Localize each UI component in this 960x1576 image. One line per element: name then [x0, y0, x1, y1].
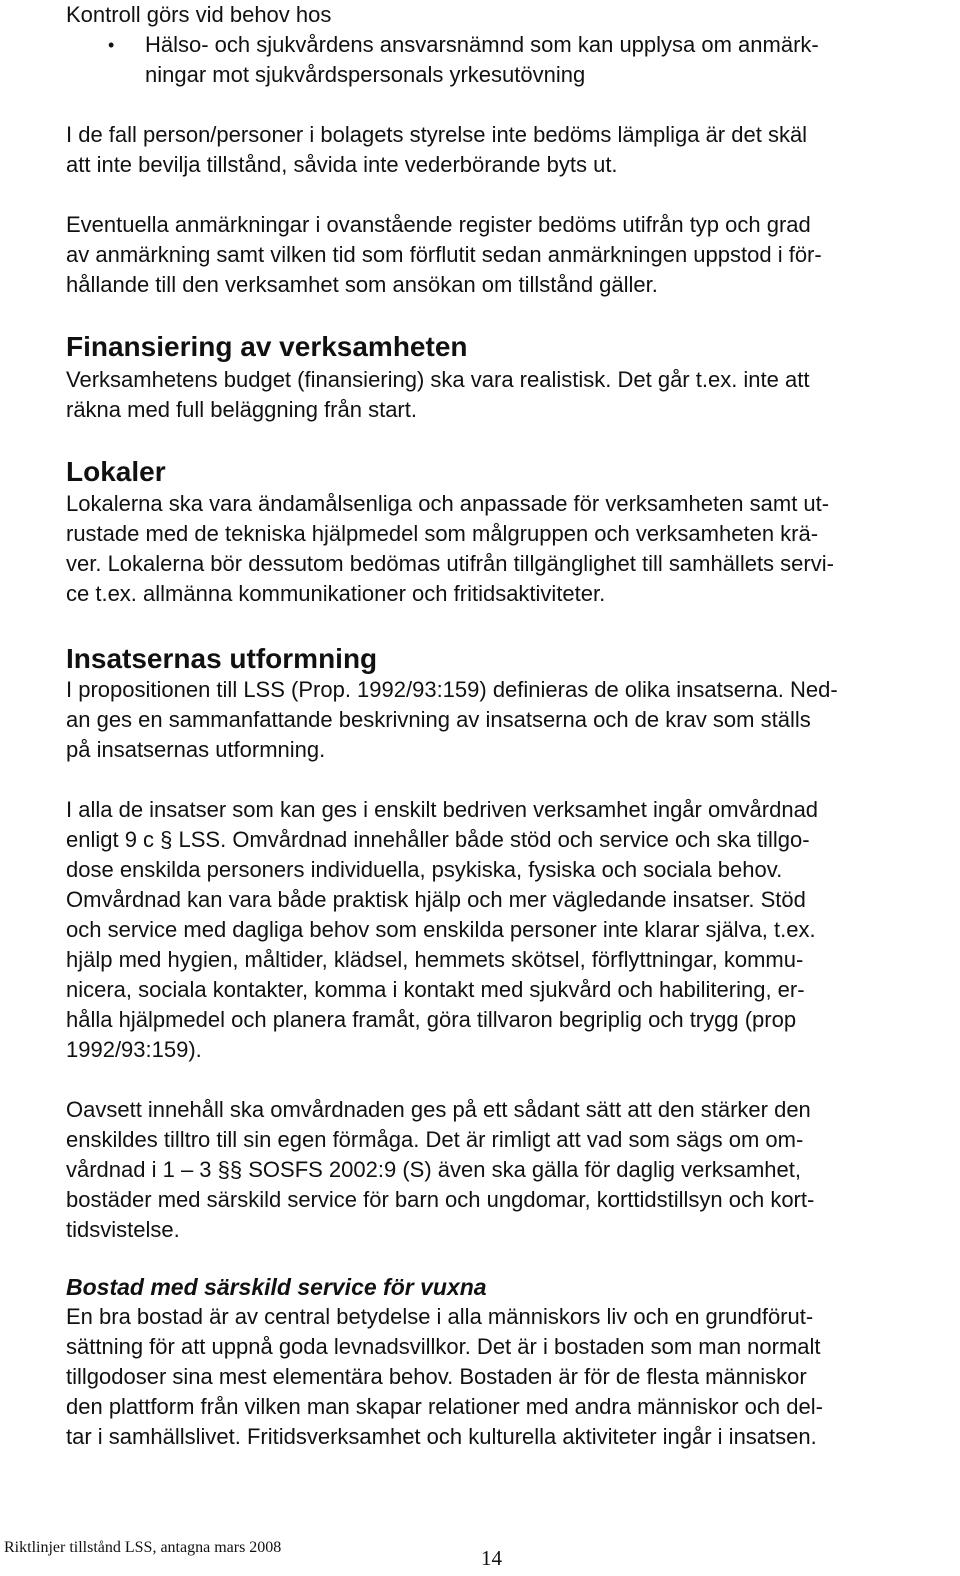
bullet-line: Hälso- och sjukvårdens ansvarsnämnd som kan upplysa om anmärk-: [145, 32, 819, 57]
bullet-line: ningar mot sjukvårdspersonals yrkesutövning: [145, 62, 586, 87]
paragraph-line: den plattform från vilken man skapar relationer med andra människor och del-: [66, 1394, 823, 1419]
paragraph-line: enskildes tilltro till sin egen förmåga. Det är rimligt att vad som sägs om om-: [66, 1127, 804, 1152]
paragraph-line: Omvårdnad kan vara både praktisk hjälp och mer vägledande insatser. Stöd: [66, 887, 806, 912]
section-heading-premises: Lokaler: [66, 456, 166, 487]
bullet-icon: •: [108, 35, 115, 55]
paragraph-line: rustade med de tekniska hjälpmedel som målgruppen och verksamheten krä-: [66, 521, 819, 546]
footer-text: Riktlinjer tillstånd LSS, antagna mars 2008: [4, 1539, 282, 1556]
page-number: 14: [481, 1546, 502, 1570]
paragraph-line: enligt 9 c § LSS. Omvårdnad innehåller både stöd och service och ska tillgo-: [66, 827, 810, 852]
paragraph-line: I propositionen till LSS (Prop. 1992/93:159) definieras de olika insatserna. Ned-: [66, 677, 838, 702]
paragraph-line: bostäder med särskild service för barn och ungdomar, korttidstillsyn och kort-: [66, 1187, 815, 1212]
paragraph-line: ce t.ex. allmänna kommunikationer och fritidsaktiviteter.: [66, 581, 606, 606]
paragraph-line: dose enskilda personers individuella, psykiska, fysiska och sociala behov.: [66, 857, 783, 882]
paragraph-line: hjälp med hygien, måltider, klädsel, hemmets skötsel, förflyttningar, kommu-: [66, 947, 804, 972]
section-heading-design: Insatsernas utformning: [66, 643, 378, 674]
paragraph-line: Lokalerna ska vara ändamålsenliga och anpassade för verksamheten samt ut-: [66, 491, 830, 516]
paragraph-line: räkna med full beläggning från start.: [66, 397, 417, 422]
paragraph-line: hålla hjälpmedel och planera framåt, göra tillvaron begriplig och trygg (prop: [66, 1007, 797, 1032]
paragraph-line: En bra bostad är av central betydelse i alla människors liv och en grundförut-: [66, 1304, 814, 1329]
paragraph-line: på insatsernas utformning.: [66, 737, 326, 762]
section-heading-financing: Finansiering av verksamheten: [66, 331, 468, 362]
intro-lead: Kontroll görs vid behov hos: [66, 2, 332, 27]
paragraph-line: och service med dagliga behov som enskilda personer inte klarar själva, t.ex.: [66, 917, 816, 942]
paragraph-line: vårdnad i 1 – 3 §§ SOSFS 2002:9 (S) även ska gälla för daglig verksamhet,: [66, 1157, 801, 1182]
paragraph-line: nicera, sociala kontakter, komma i kontakt med sjukvård och habilitering, er-: [66, 977, 805, 1002]
paragraph-line: I alla de insatser som kan ges i enskilt bedriven verksamhet ingår omvårdnad: [66, 797, 819, 822]
paragraph-line: tidsvistelse.: [66, 1217, 180, 1242]
paragraph-line: Eventuella anmärkningar i ovanstående register bedöms utifrån typ och grad: [66, 212, 811, 237]
paragraph-line: sättning för att uppnå goda levnadsvillkor. Det är i bostaden som man normalt: [66, 1334, 821, 1359]
paragraph-line: Oavsett innehåll ska omvårdnaden ges på ett sådant sätt att den stärker den: [66, 1097, 811, 1122]
paragraph-line: ver. Lokalerna bör dessutom bedömas utifrån tillgänglighet till samhällets servi-: [66, 551, 834, 576]
paragraph-line: an ges en sammanfattande beskrivning av insatserna och de krav som ställs: [66, 707, 811, 732]
paragraph-line: av anmärkning samt vilken tid som förflutit sedan anmärkningen uppstod i för-: [66, 242, 822, 267]
paragraph-line: att inte bevilja tillstånd, såvida inte vederbörande byts ut.: [66, 152, 618, 177]
section-heading-housing: Bostad med särskild service för vuxna: [66, 1274, 487, 1300]
paragraph-line: Verksamhetens budget (finansiering) ska vara realistisk. Det går t.ex. inte att: [66, 367, 810, 392]
paragraph-line: tar i samhällslivet. Fritidsverksamhet och kulturella aktiviteter ingår i insatsen.: [66, 1424, 817, 1449]
paragraph-line: tillgodoser sina mest elementära behov. Bostaden är för de flesta människor: [66, 1364, 807, 1389]
paragraph-line: hållande till den verksamhet som ansökan om tillstånd gäller.: [66, 272, 658, 297]
paragraph-line: 1992/93:159).: [66, 1037, 202, 1062]
paragraph-line: I de fall person/personer i bolagets styrelse inte bedöms lämpliga är det skäl: [66, 122, 808, 147]
